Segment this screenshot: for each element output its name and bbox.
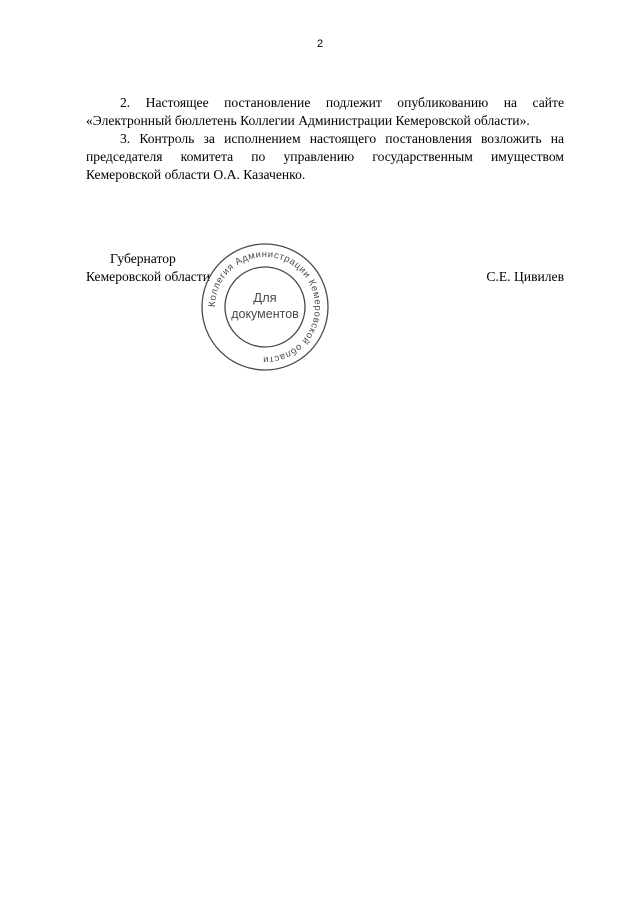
signatory-name: С.Е. Цивилев — [486, 269, 564, 284]
official-seal — [195, 240, 335, 375]
signatory-position: Губернатор — [110, 251, 176, 266]
document-body — [86, 94, 564, 184]
seal-graphic — [195, 240, 335, 375]
page-number: 2 — [316, 38, 324, 50]
seal-ring-text: Коллегия Администрации Кемеровской области — [206, 248, 324, 366]
seal-center-line1: Для — [253, 290, 277, 305]
signatory-region: Кемеровской области — [86, 269, 211, 284]
paragraph-control: 3. Контроль за исполнением настоящего постановления возложить на председателя комитета по управлению государственным имуществом Кемеровской области О.А. Казаченко. — [86, 131, 564, 182]
seal-center-line2: документов — [231, 307, 299, 321]
paragraph-publication: 2. Настоящее постановление подлежит опубликованию на сайте «Электронный бюллетень Коллегии Администрации Кемеровской области». — [86, 95, 564, 128]
